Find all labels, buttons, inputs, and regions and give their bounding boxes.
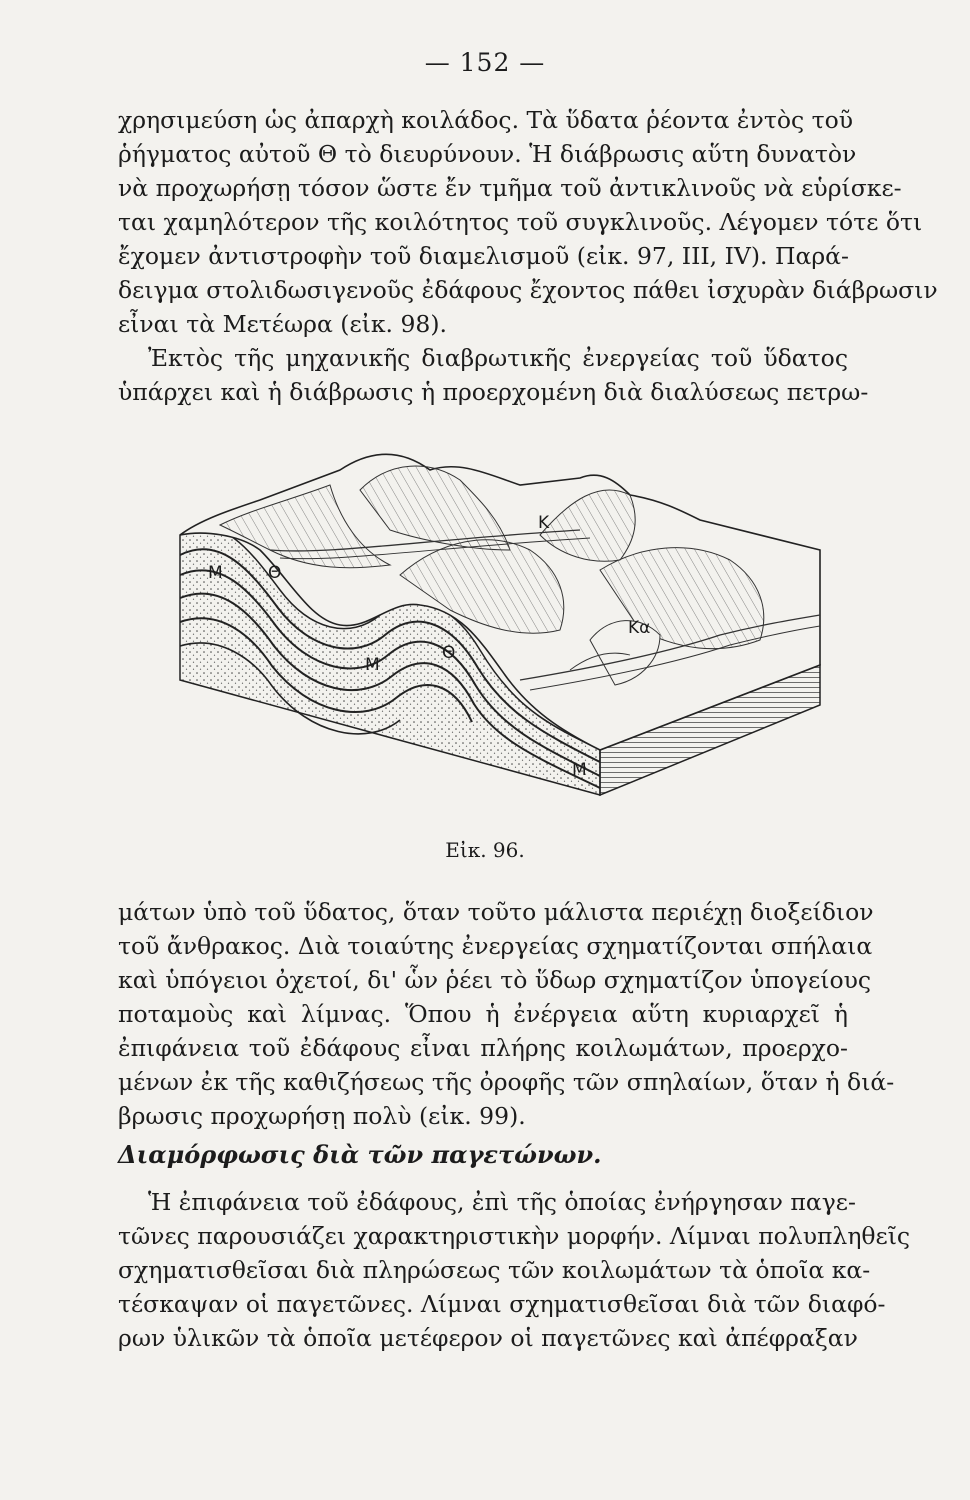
text-line: ὑπάρχει καὶ ἡ διάβρωσις ἡ προερχομένη διὰ διαλύσεως πετρω-	[118, 378, 869, 406]
text-line: δειγμα στολιδωσιγενοῦς ἐδάφους ἔχοντος πάθει ἰσχυρὰν διάβρωσιν	[118, 276, 938, 304]
text-line: μένων ἐκ τῆς καθιζήσεως τῆς ὀροφῆς τῶν σπηλαίων, ὅταν ἡ διά-	[118, 1068, 895, 1096]
figure-label-k: Κ	[538, 513, 550, 533]
geology-block-diagram	[160, 440, 840, 820]
text-line: ἐπιφάνεια τοῦ ἐδάφους εἶναι πλήρης κοιλωμάτων, προερχο-	[118, 1034, 848, 1062]
text-line: βρωσις προχωρήσῃ πολὺ (εἰκ. 99).	[118, 1102, 526, 1130]
block-diagram-drawing	[160, 440, 840, 820]
text-line: ρων ὑλικῶν τὰ ὁποῖα μετέφερον οἱ παγετῶνες καὶ ἀπέφραξαν	[118, 1324, 858, 1352]
text-line: ται χαμηλότερον τῆς κοιλότητος τοῦ συγκλινοῦς. Λέγομεν τότε ὅτι	[118, 208, 923, 236]
figure-label-m2: Μ	[365, 655, 380, 675]
text-line: Ἐκτὸς τῆς μηχανικῆς διαβρωτικῆς ἐνεργείας τοῦ ὕδατος	[148, 344, 848, 372]
figure-label-theta1: Θ	[268, 563, 282, 583]
text-line: μάτων ὑπὸ τοῦ ὕδατος, ὅταν τοῦτο μάλιστα περιέχῃ διοξείδιον	[118, 898, 874, 926]
paragraph-3	[118, 895, 895, 1133]
page-number: — 152 —	[424, 48, 546, 77]
text-line: ῥήγματος αὐτοῦ Θ τὸ διευρύνουν. Ἡ διάβρωσις αὕτη δυνατὸν	[118, 140, 857, 168]
section-heading: Διαμόρφωσις διὰ τῶν παγετώνων.	[118, 1140, 602, 1169]
figure-caption: Εἰκ. 96.	[445, 838, 525, 862]
text-line: Ἡ ἐπιφάνεια τοῦ ἐδάφους, ἐπὶ τῆς ὁποίας ἐνήργησαν παγε-	[148, 1188, 856, 1216]
paragraph-1	[118, 103, 938, 409]
figure-label-m3: Μ	[572, 760, 587, 780]
text-line: σχηματισθεῖσαι διὰ πληρώσεως τῶν κοιλωμάτων τὰ ὁποῖα κα-	[118, 1256, 871, 1284]
figure-label-theta2: Θ	[442, 643, 456, 663]
figure-label-m1: Μ	[208, 563, 223, 583]
text-line: νὰ προχωρήσῃ τόσον ὥστε ἔν τμῆμα τοῦ ἀντικλινοῦς νὰ εὑρίσκε-	[118, 174, 902, 202]
figure-label-ka: Κα	[628, 618, 651, 638]
text-line: ποταμοὺς καὶ λίμνας. Ὅπου ἡ ἐνέργεια αὕτη κυριαρχεῖ ἡ	[118, 1000, 848, 1028]
text-line: τοῦ ἄνθρακος. Διὰ τοιαύτης ἐνεργείας σχηματίζονται σπήλαια	[118, 932, 873, 960]
text-line: χρησιμεύση ὡς ἀπαρχὴ κοιλάδος. Τὰ ὕδατα ῥέοντα ἐντὸς τοῦ	[118, 106, 854, 134]
text-line: ἔχομεν ἀντιστροφὴν τοῦ διαμελισμοῦ (εἰκ. 97, ΙΙΙ, IV). Παρά-	[118, 242, 849, 270]
text-line: καὶ ὑπόγειοι ὀχετοί, δι' ὧν ῥέει τὸ ὕδωρ σχηματίζον ὑπογείους	[118, 966, 872, 994]
text-line: τῶνες παρουσιάζει χαρακτηριστικὴν μορφήν. Λίμναι πολυπληθεῖς	[118, 1222, 911, 1250]
paragraph-4	[118, 1185, 911, 1355]
text-line: τέσκαψαν οἱ παγετῶνες. Λίμναι σχηματισθεῖσαι διὰ τῶν διαφό-	[118, 1290, 886, 1318]
text-line: εἶναι τὰ Μετέωρα (εἰκ. 98).	[118, 310, 448, 338]
